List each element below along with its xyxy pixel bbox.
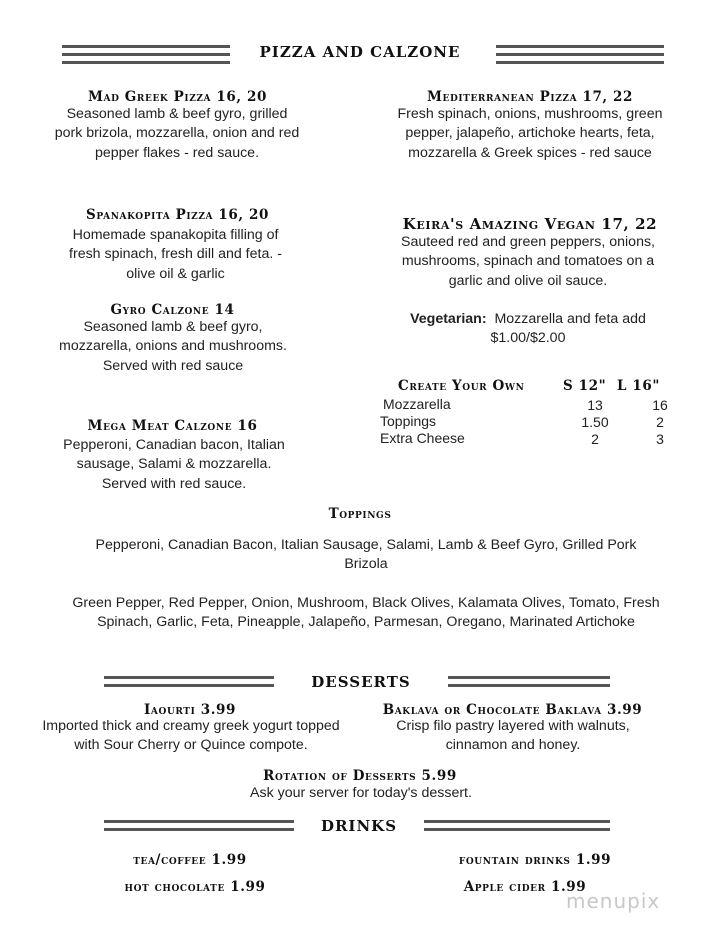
header-rule-left bbox=[62, 53, 230, 56]
dessert-desc-baklava: Crisp filo pastry layered with walnuts, cinnamon and honey. bbox=[396, 718, 630, 754]
drink-fountain: fountain drinks 1.99 bbox=[458, 852, 612, 868]
header-rule-right bbox=[496, 45, 664, 48]
cyo-row-small: 2 bbox=[591, 431, 599, 447]
desserts-rule-right bbox=[448, 676, 610, 679]
cyo-col-small: S 12" bbox=[563, 378, 607, 394]
item-desc-spanakopita: Homemade spanakopita filling of fresh spinach, fresh dill and feta. - olive oil & garlic bbox=[69, 227, 282, 282]
dessert-title-rotation: Rotation of Desserts 5.99 bbox=[263, 768, 457, 784]
item-title-mega-meat: Mega Meat Calzone 16 bbox=[87, 418, 258, 434]
cyo-row-small: 1.50 bbox=[581, 414, 609, 430]
item-title-mediterranean: Mediterranean Pizza 17, 22 bbox=[426, 89, 634, 105]
cyo-row-small: 13 bbox=[587, 397, 603, 413]
dessert-desc-iaourti: Imported thick and creamy greek yogurt topped with Sour Cherry or Quince compote. bbox=[42, 718, 340, 754]
dessert-desc-rotation: Ask your server for today's dessert. bbox=[250, 785, 472, 801]
item-desc-mad-greek: Seasoned lamb & beef gyro, grilled pork brizola, mozzarella, onion and red pepper flakes - red sauce. bbox=[54, 106, 300, 161]
drinks-rule-left bbox=[104, 828, 294, 831]
vegetarian-label: Vegetarian: bbox=[410, 311, 487, 327]
item-desc-gyro-calzone: Seasoned lamb & beef gyro, mozzarella, onions and mushrooms. Served with red sauce bbox=[59, 319, 287, 374]
section-title-desserts: DESSERTS bbox=[311, 673, 411, 691]
header-rule-right bbox=[496, 61, 664, 64]
desserts-rule-left bbox=[104, 684, 274, 687]
watermark-logo: menupix bbox=[566, 889, 661, 913]
desserts-rule-left bbox=[104, 676, 274, 679]
desserts-rule-right bbox=[448, 684, 610, 687]
toppings-veggies: Green Pepper, Red Pepper, Onion, Mushroom, Black Olives, Kalamata Olives, Tomato, Fresh Spinach, Garlic, Feta, Pineapple, Jalapeño, Parmesan, Oregano, Marinated Artichoke bbox=[72, 595, 660, 631]
item-title-gyro-calzone: Gyro Calzone 14 bbox=[110, 302, 235, 318]
cyo-row-large: 3 bbox=[656, 431, 664, 447]
item-title-mad-greek: Mad Greek Pizza 16, 20 bbox=[87, 89, 268, 105]
cyo-row-large: 16 bbox=[652, 397, 668, 413]
drinks-rule-left bbox=[104, 820, 294, 823]
vegetarian-text: Mozzarella and feta add $1.00/$2.00 bbox=[490, 311, 646, 347]
header-rule-right bbox=[496, 53, 664, 56]
dessert-title-baklava: Baklava or Chocolate Baklava 3.99 bbox=[382, 702, 643, 718]
drink-hot-chocolate: hot chocolate 1.99 bbox=[124, 879, 266, 895]
item-title-spanakopita: Spanakopita Pizza 16, 20 bbox=[86, 207, 269, 223]
toppings-title: Toppings bbox=[328, 506, 392, 522]
item-title-keira-vegan: Keira's Amazing Vegan 17, 22 bbox=[402, 215, 658, 233]
drink-tea-coffee: tea/coffee 1.99 bbox=[133, 852, 247, 868]
cyo-row-large: 2 bbox=[656, 414, 664, 430]
item-vegetarian-note bbox=[378, 310, 678, 349]
drinks-rule-right bbox=[424, 820, 610, 823]
drinks-rule-right bbox=[424, 828, 610, 831]
item-desc-mediterranean: Fresh spinach, onions, mushrooms, green pepper, jalapeño, artichoke hearts, feta, mozzarella & Greek spices - red sauce bbox=[397, 106, 663, 161]
dessert-title-iaourti: Iaourti 3.99 bbox=[144, 702, 236, 718]
cyo-col-large: L 16" bbox=[617, 378, 661, 394]
item-desc-mega-meat: Pepperoni, Canadian bacon, Italian sausage, Salami & mozzarella. Served with red sauce. bbox=[63, 437, 285, 492]
drink-apple-cider: Apple cider 1.99 bbox=[463, 879, 587, 895]
item-desc-keira-vegan: Sauteed red and green peppers, onions, mushrooms, spinach and tomatoes on a garlic and olive oil sauce. bbox=[401, 234, 655, 289]
header-rule-left bbox=[62, 45, 230, 48]
section-title-drinks: DRINKS bbox=[320, 817, 398, 835]
section-title-pizza: PIZZA AND CALZONE bbox=[259, 43, 461, 61]
header-rule-left bbox=[62, 61, 230, 64]
cyo-row-name: Extra Cheese bbox=[380, 430, 465, 446]
cyo-title: Create Your Own bbox=[398, 378, 525, 394]
toppings-meats: Pepperoni, Canadian Bacon, Italian Sausage, Salami, Lamb & Beef Gyro, Grilled Pork Brizola bbox=[95, 537, 637, 573]
cyo-row-name: Mozzarella bbox=[383, 396, 451, 412]
cyo-row-name: Toppings bbox=[380, 413, 437, 429]
